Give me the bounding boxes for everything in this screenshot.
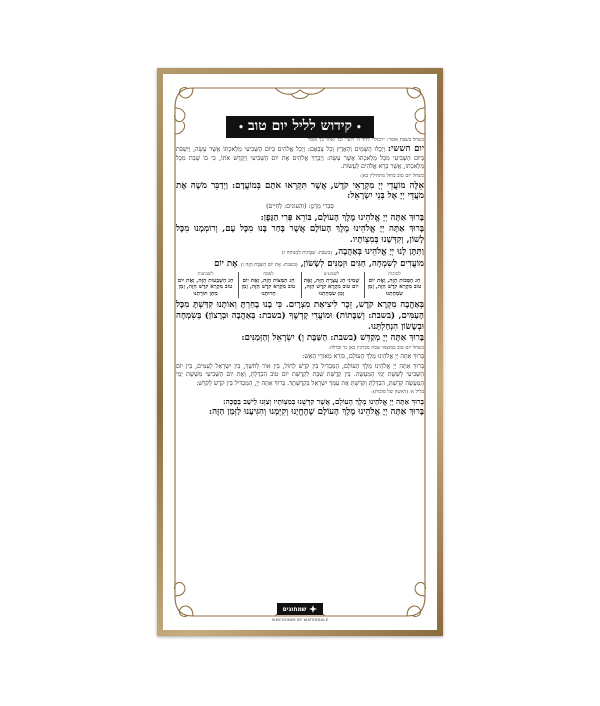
holiday-column: [238, 272, 298, 298]
logo-text: שמחונים: [282, 605, 307, 613]
holiday-label: לשמע״צ: [323, 271, 340, 277]
asher-bachar: בָּרוּךְ אַתָּה יְיָ אֱלֹהֵינוּ מֶלֶךְ הָעוֹלָם אֲשֶׁר בָּחַר בָּנוּ מִכָּל עָם, וְרוֹמְמָנוּ מִכָּל לָשׁוֹן, וְקִדְּשָׁנוּ בְּמִצְוֹתָיו.: [176, 224, 424, 246]
holiday-column: [301, 272, 361, 298]
sukkot-note: בליל א׳ (ראשון של סוכות):: [371, 389, 424, 396]
logo-subtitle: SIMCHONIM BY WATERDALE: [271, 618, 329, 622]
shabbat-text: וַיְכֻלּוּ הַשָּׁמַיִם וְהָאָרֶץ וְכָל צְבָאָם: וַיְכַל אֱלֹהִים בַּיּוֹם הַשְּׁבִיעִי מְלַאכְתּוֹ אֲשֶׁר עָשָׂה, וַיִּשְׁבֹּת בַּיּוֹם הַשְּׁבִיעִי מִכָּל מְלַאכְתּוֹ אֲשֶׁר עָשָׂה: וַיְבָרֶךְ אֱלֹהִים אֶת יוֹם הַשְּׁבִיעִי וַיְקַדֵּשׁ אֹתוֹ, כִּי בוֹ שָׁבַת מִכָּל מְלַאכְתּוֹ, אֲשֶׁר בָּרָא אֱלֹהִים לַעֲשׂוֹת.: [176, 146, 424, 170]
beahava-paragraph: בְּאַהֲבָה מִקְרָא קֹדֶשׁ, זֵכֶר לִיצִיאַת מִצְרָיִם. כִּי בָנוּ בָחַרְתָּ וְאוֹתָנוּ קִדַּשְׁתָּ מִכָּל הָעַמִּים, (בשבת: וְשַׁבָּתוֹת) וּמוֹעֲדֵי קָדְשֶׁךָ (בשבת: בְּאַהֲבָה וּבְרָצוֹן) בְּשִׂמְחָה וּבְשָׂשׂוֹן הִנְחַלְתָּנוּ.: [176, 299, 424, 332]
holiday-label: לשבועות: [197, 271, 214, 277]
logo-box: [277, 603, 324, 615]
holiday-text: שְׁמִינִי חַג עֲצֶרֶת הַזֶּה, וְאֶת יוֹם טוֹב מִקְרָא קֹדֶשׁ הַזֶּה, זְמַן שִׂמְחָתֵנוּ: [303, 277, 360, 298]
holiday-text: חַג הַסֻּכּוֹת הַזֶּה, וְאֶת יוֹם טוֹב מִקְרָא קֹדֶשׁ הַזֶּה, זְמַן שִׂמְחָתֵנוּ: [367, 277, 422, 298]
holiday-text: חַג הַשָּׁבֻעוֹת הַזֶּה, וְאֶת יוֹם טוֹב מִקְרָא קֹדֶשׁ הַזֶּה, זְמַן מַתַּן תּוֹרָתֵנוּ: [177, 277, 234, 298]
leishev-basuka: בָּרוּךְ אַתָּה יְיָ אֱלֹהֵינוּ מֶלֶךְ הָעוֹלָם, אֲשֶׁר קִדְּשָׁנוּ בְּמִצְוֹתָיו וְצִוָּנוּ לֵישֵׁב בַּסֻּכָּה:: [222, 397, 424, 407]
eleh-moadei: אֵלֶּה מוֹעֲדֵי יְיָ מִקְרָאֵי קֹדֶשׁ, אֲשֶׁר תִּקְרְאוּ אֹתָם בְּמוֹעֲדָם: וַיְדַבֵּר מֹשֶׁה אֶת מֹעֲדֵי יְיָ אֶל בְּנֵי יִשְׂרָאֵל:: [176, 180, 424, 202]
shabbat-lead: יום הששי:: [387, 144, 424, 154]
vatiten-paragraph: [176, 247, 424, 258]
holiday-label: לפסח: [263, 271, 274, 277]
havdala-text: בָּרוּךְ אַתָּה יְיָ אֱלֹהֵינוּ מֶלֶךְ הָעוֹלָם, הַמַּבְדִּיל בֵּין קֹדֶשׁ לְחוֹל, בֵּין אוֹר לְחֹשֶׁךְ, בֵּין יִשְׂרָאֵל לָעַמִּים, בֵּין יוֹם הַשְּׁבִיעִי לְשֵׁשֶׁת יְמֵי הַמַּעֲשֶׂה. בֵּין קְדֻשַּׁת שַׁבָּת לִקְדֻשַּׁת יוֹם טוֹב הִבְדַּלְתָּ, וְאֶת יוֹם הַשְּׁבִיעִי מִשֵּׁשֶׁת יְמֵי הַמַּעֲשֶׂה קִדַּשְׁתָּ, הִבְדַּלְתָּ וְקִדַּשְׁתָּ אֶת עַמְּךָ יִשְׂרָאֵל בִּקְדֻשָּׁתֶךָ. בָּרוּךְ אַתָּה יְיָ, הַמַּבְדִּיל בֵּין קֹדֶשׁ לְקֹדֶשׁ:: [176, 362, 424, 387]
intro-note: כשחל בשבת אומר: ״ויכולו״ לדוד ה׳ רועי״ וכו׳ ואחר כך אומר: [307, 137, 424, 143]
moadim-paragraph: [176, 259, 424, 270]
sparkle-icon: [309, 605, 317, 613]
savri-maranan: סַבְרִי מָרָנָן: (והעונים: לְחַיִּים): [266, 203, 334, 211]
shehecheyanu: בָּרוּךְ אַתָּה יְיָ אֱלֹהֵינוּ מֶלֶךְ הָעוֹלָם שֶׁהֶחֱיָנוּ וְקִיְּמָנוּ וְהִגִּיעָנוּ לַזְּמַן הַזֶּה:: [208, 407, 424, 418]
kiddush-text: [176, 137, 424, 586]
kiddush-card: [157, 68, 443, 636]
page-title: • קידוש לליל יום טוב •: [226, 116, 374, 138]
shabbat-paragraph: [176, 145, 424, 172]
holiday-column: [176, 272, 235, 298]
vatiten: וַתִּתֶּן לָנוּ יְיָ אֱלֹהֵינוּ בְּאַהֲבָה,: [335, 246, 424, 257]
vatiten-note: (בשבת: שַׁבָּתוֹת לִמְנוּחָה וּ): [281, 249, 333, 256]
holiday-column: [364, 272, 424, 298]
et-yom: אֶת יוֹם: [214, 258, 238, 269]
mekadesh-blessing: בָּרוּךְ אַתָּה יְיָ מְקַדֵּשׁ (בשבת: הַשַּׁבָּת וְ) יִשְׂרָאֵל וְהַזְּמַנִּים:: [241, 333, 424, 344]
havdala-ner: בָּרוּךְ אַתָּה יְיָ אֱלֹהֵינוּ מֶלֶךְ הָעוֹלָם, בּוֹרֵא מְאוֹרֵי הָאֵשׁ:: [302, 353, 424, 361]
moadim: מוֹעֲדִים לְשִׂמְחָה, חַגִּים וּזְמַנִּים לְשָׂשׂוֹן,: [300, 258, 424, 269]
holiday-label: לסוכות: [388, 271, 401, 277]
brand-logo: [163, 598, 437, 622]
weekday-note: כשחל יום טוב בחול מתחילין כאן:: [359, 172, 424, 179]
card-inner: [163, 74, 437, 630]
holiday-columns: [176, 272, 424, 298]
title-area: [163, 115, 437, 138]
holiday-text: חַג הַמַּצּוֹת הַזֶּה, וְאֶת יוֹם טוֹב מִקְרָא קֹדֶשׁ הַזֶּה, זְמַן חֵרוּתֵנוּ: [241, 277, 296, 298]
motzei-shabbat-note: כשחל יום טוב במוצאי שבת מברכין כאן נר ובדלה:: [328, 345, 424, 352]
moadim-note: (בשבת: אֶת יוֹם הַשַּׁבָּת הַזֶּה וְ): [240, 261, 298, 268]
borei-pri-hagafen: בָּרוּךְ אַתָּה יְיָ אֱלֹהֵינוּ מֶלֶךְ הָעוֹלָם, בּוֹרֵא פְּרִי הַגָּפֶן:: [260, 212, 424, 223]
